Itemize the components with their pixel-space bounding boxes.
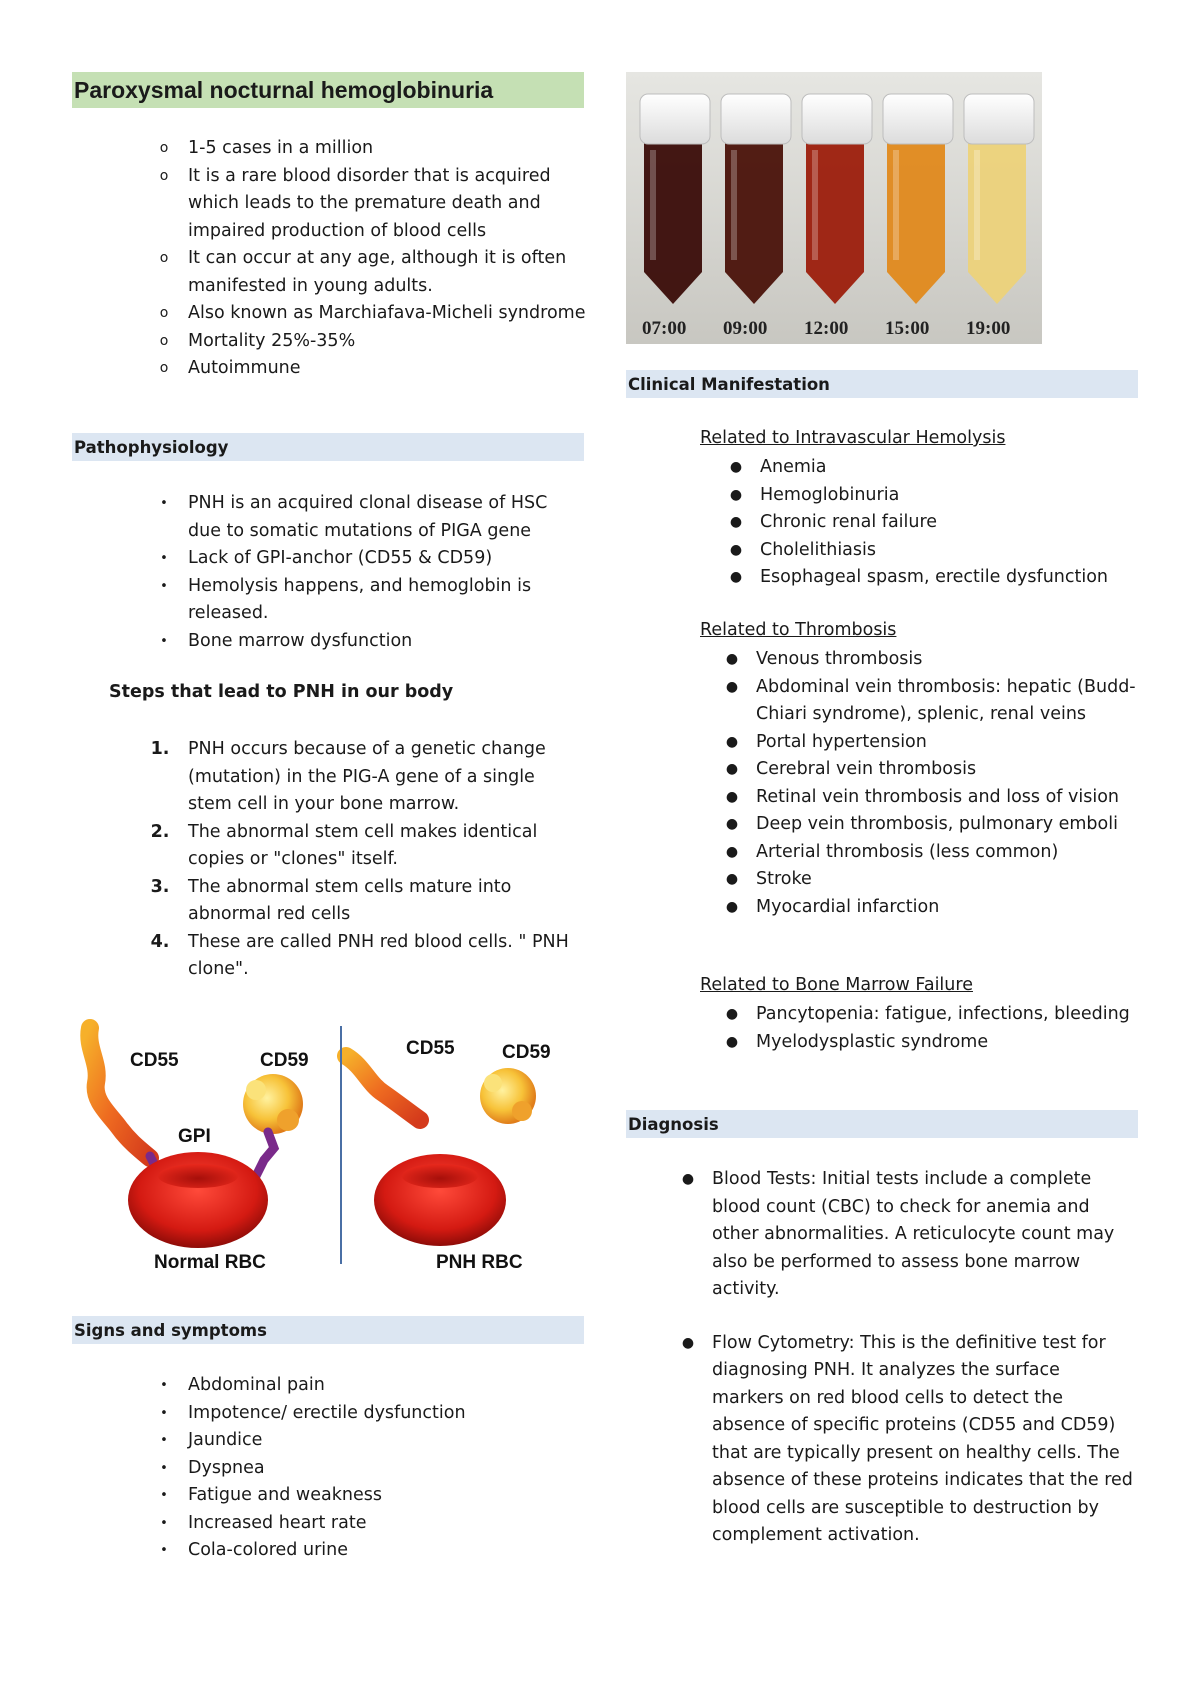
list-item: • Fatigue and weakness — [160, 1485, 382, 1505]
section-heading-pathophysiology: Pathophysiology — [72, 433, 584, 461]
normal-rbc-label: Normal RBC — [154, 1252, 266, 1273]
urine-vials-illustration — [626, 72, 1042, 344]
diagnosis-list — [681, 1166, 1136, 1550]
diagram-divider — [340, 1026, 342, 1264]
list-item: o 1-5 cases in a million — [159, 138, 374, 158]
urine-vial — [721, 94, 791, 304]
list-item: ● Chronic renal failure — [729, 512, 938, 532]
cd59-label-left: CD59 — [260, 1050, 309, 1071]
document-title: Paroxysmal nocturnal hemoglobinuria — [74, 76, 494, 103]
list-item: ● Portal hypertension — [725, 731, 927, 752]
list-item: • Bone marrow dysfunction — [160, 630, 413, 651]
list-item: ● Cholelithiasis — [729, 539, 877, 560]
list-item: • Increased heart rate — [160, 1512, 367, 1533]
list-item: ● Hemoglobinuria — [729, 484, 900, 505]
list-item: • Abdominal pain — [160, 1375, 325, 1395]
list-item: ● Deep vein thrombosis, pulmonary emboli — [725, 814, 1118, 834]
list-item: • Hemolysis happens, and hemoglobin is released. — [160, 575, 532, 623]
list-item: 1. PNH occurs because of a genetic change (mutation) in the PIG-A gene of a single stem cell in your bone marrow. — [150, 739, 546, 814]
cd59-label-right: CD59 — [502, 1042, 551, 1063]
list-item: ● Arterial thrombosis (less common) — [725, 841, 1059, 862]
list-item: • Dyspnea — [160, 1457, 265, 1478]
time-label: 15:00 — [885, 318, 930, 339]
list-item: ● Cerebral vein thrombosis — [725, 759, 977, 779]
urine-vial — [640, 94, 710, 304]
list-item: ● Venous thrombosis — [725, 649, 923, 669]
subheading-thrombosis: Related to Thrombosis — [700, 620, 897, 640]
list-item: 4. These are called PNH red blood cells. " PNH clone". — [150, 931, 569, 979]
list-item: • Lack of GPI-anchor (CD55 & CD59) — [160, 548, 493, 568]
time-label: 07:00 — [642, 318, 687, 339]
list-item: ● Myelodysplastic syndrome — [725, 1031, 989, 1052]
gpi-label: GPI — [178, 1126, 211, 1147]
time-label: 19:00 — [966, 318, 1011, 339]
list-item: ● Abdominal vein thrombosis: hepatic (Budd-Chiari syndrome), splenic, renal veins — [725, 676, 1136, 724]
list-item: 2. The abnormal stem cell makes identical copies or "clones" itself. — [150, 821, 538, 869]
subheading-marrow: Related to Bone Marrow Failure — [700, 975, 973, 995]
section-heading-clinical: Clinical Manifestation — [626, 370, 1138, 398]
list-item: ● Esophageal spasm, erectile dysfunction — [729, 567, 1109, 587]
list-item: ● Retinal vein thrombosis and loss of vision — [725, 786, 1120, 807]
list-item: o It can occur at any age, although it is often manifested in young adults. — [159, 248, 567, 296]
gpi-anchor-right — [256, 1132, 274, 1176]
marrow-list — [725, 1001, 1138, 1056]
intravascular-list — [729, 454, 1132, 592]
steps-heading: Steps that lead to PNH in our body — [109, 682, 454, 702]
list-item: o It is a rare blood disorder that is acquired which leads to the premature death and impaired production of blood cells — [159, 165, 551, 241]
list-item: ● Anemia — [729, 457, 827, 477]
time-label: 09:00 — [723, 318, 768, 339]
urine-vial — [964, 94, 1034, 304]
cd55-protein-right — [346, 1056, 420, 1120]
list-item: • Jaundice — [160, 1430, 263, 1450]
steps-list — [150, 736, 580, 984]
list-item: ● Pancytopenia: fatigue, infections, bleeding — [725, 1004, 1130, 1024]
intro-list — [159, 135, 586, 383]
list-item: ● Flow Cytometry: This is the definitive test for diagnosing PNH. It analyzes the surface markers on red blood cells to detect the absence of specific proteins (CD55 and CD59) that are typically present on healthy cells. The absence of these proteins indicates that the red blood cells are susceptible to destruction by complement activation. — [681, 1332, 1133, 1545]
cd55-label-left: CD55 — [130, 1050, 179, 1071]
list-item: ● Myocardial infarction — [725, 896, 940, 917]
subheading-intravascular: Related to Intravascular Hemolysis — [700, 428, 1006, 448]
document-title-bar — [72, 72, 584, 108]
cd55-protein-left — [89, 1028, 150, 1158]
list-item: ● Stroke — [725, 869, 812, 889]
pnh-rbc-label: PNH RBC — [436, 1252, 523, 1273]
urine-samples-photo — [626, 72, 1042, 344]
cd55-label-right: CD55 — [406, 1038, 455, 1059]
list-item: o Also known as Marchiafava-Micheli syndrome — [159, 303, 586, 323]
list-item: • Impotence/ erectile dysfunction — [160, 1402, 466, 1423]
list-item: o Mortality 25%-35% — [159, 330, 356, 351]
section-heading-signs: Signs and symptoms — [72, 1316, 584, 1344]
urine-vial — [883, 94, 953, 304]
rbc-gpi-diagram — [78, 1008, 588, 1288]
list-item: 3. The abnormal stem cells mature into abnormal red cells — [150, 876, 512, 924]
pathophysiology-list — [160, 490, 578, 655]
thrombosis-list — [725, 646, 1138, 921]
time-label: 12:00 — [804, 318, 849, 339]
list-item: • Cola-colored urine — [160, 1540, 348, 1560]
signs-list — [160, 1372, 578, 1565]
list-item: o Autoimmune — [159, 358, 301, 378]
list-item: • PNH is an acquired clonal disease of HSC due to somatic mutations of PIGA gene — [160, 493, 548, 541]
section-heading-diagnosis: Diagnosis — [626, 1110, 1138, 1138]
urine-vial — [802, 94, 872, 304]
list-item: ● Blood Tests: Initial tests include a complete blood count (CBC) to check for anemia and other abnormalities. A reticulocyte count may also be performed to assess bone marrow activity. — [681, 1169, 1115, 1299]
